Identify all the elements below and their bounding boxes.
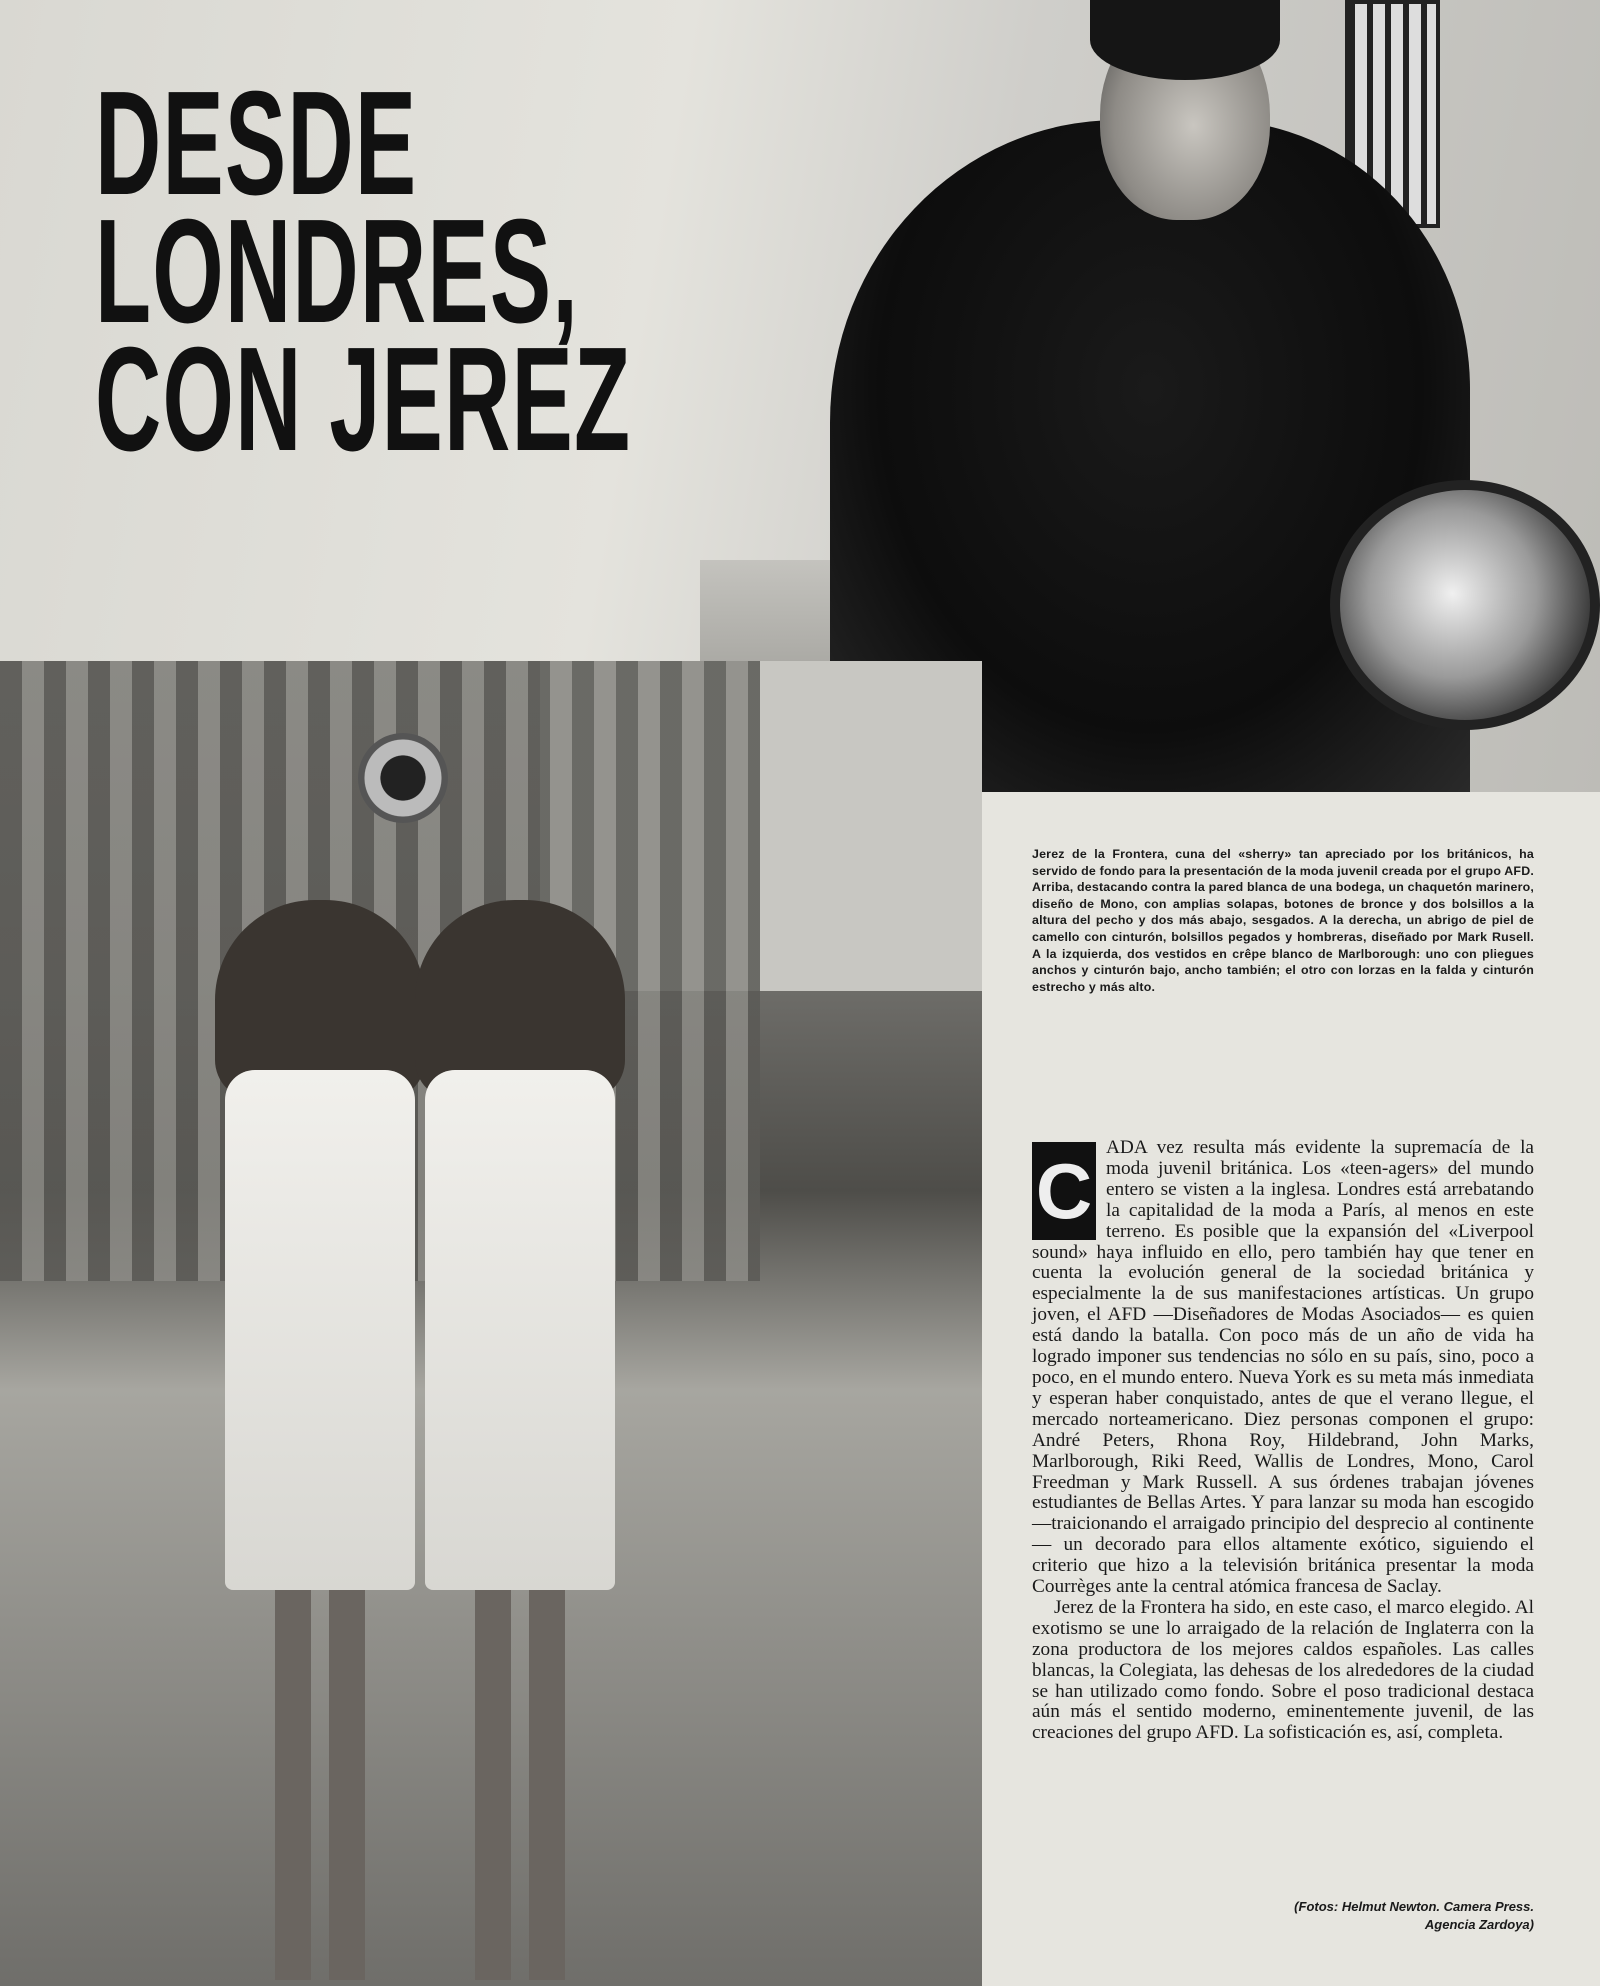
beret	[1090, 0, 1280, 80]
photo-credit	[1032, 1898, 1534, 1934]
paragraph-2: Jerez de la Frontera ha sido, en este caso, el marco elegido. Al exotismo se une lo arraigado de la relación de Inglaterra con la zona productora de los mejores caldos españoles. Las calles blancas, la Colegiata, las dehesas de los alrededores de la ciudad se han utilizado como fondo. Sobre el poso tradicional destaca aún más el sentido moderno, eminentemente juvenil, de las creaciones del grupo AFD. La sofisticación es, así, completa.	[1032, 1596, 1534, 1744]
article-body	[1032, 1138, 1534, 1744]
drop-cap: C	[1032, 1142, 1096, 1240]
motorcycle-headlamp	[1330, 480, 1600, 730]
model-left	[205, 900, 435, 1980]
rose-window	[358, 733, 448, 823]
credit-line-2: Agencia Zardoya)	[1424, 1917, 1534, 1932]
headline: DESDE LONDRES, CON JEREZ	[95, 61, 632, 482]
model-right	[405, 900, 635, 1980]
photo-caption: Jerez de la Frontera, cuna del «sherry» tan apreciado por los británicos, ha servido de fondo para la presentación de la moda juvenil creada por el grupo AFD. Arriba, destacando contra la pared blanca de una bodega, un chaquetón marinero, diseño de Mono, con amplias solapas, botones de bronce y dos bolsillos a la altura del pecho y dos más abajo, sesgados. A la derecha, un abrigo de piel de camello con cinturón, bolsillos pegados y hombreras, diseñado por Mark Rusell. A la izquierda, dos vestidos en crêpe blanco de Marlborough: uno con pliegues anchos y cinturón bajo, ancho también; el otro con lorzas en la falda y cinturón estrecho y más alto.	[1032, 847, 1534, 994]
paragraph-1-text: ADA vez resulta más evidente la supremacía de la moda juvenil británica. Los «teen-agers» del mundo entero se visten a la inglesa. Londres está arrebatando la capitalidad de la moda a París, al menos en este terreno. Es posible que la expansión del «Liverpool sound» haya influido en ello, pero también hay que tener en cuenta la evolución general de la sociedad británica y especialmente la de sus manifestaciones artísticas. Un grupo joven, el AFD —Diseñadores de Modas Asociados— es quien está dando la batalla. Con poco más de un año de vida ha logrado imponer sus tendencias no sólo en su país, sino, poco a poco, en el mundo entero. Nueva York es su meta más inmediata y esperan haber conquistado, antes de que el verano llegue, el mercado norteamericano. Diez personas componen el grupo: André Peters, Rhona Roy, Hildebrand, John Marks, Marlborough, Riki Reed, Wallis de Londres, Mono, Carol Freedman y Mark Russell. A sus órdenes trabajan jóvenes estudiantes de Bellas Artes. Y para lanzar su moda han escogido —traicionando el arraigado principio del desprecio al continente— un decorado para ellos altamente exótico, siguiendo el criterio que hizo a la televisión británica presentar la moda Courrèges ante la central atómica francesa de Saclay.	[1032, 1137, 1534, 1598]
credit-line-1: (Fotos: Helmut Newton. Camera Press.	[1294, 1899, 1534, 1914]
paragraph-1	[1032, 1138, 1534, 1598]
